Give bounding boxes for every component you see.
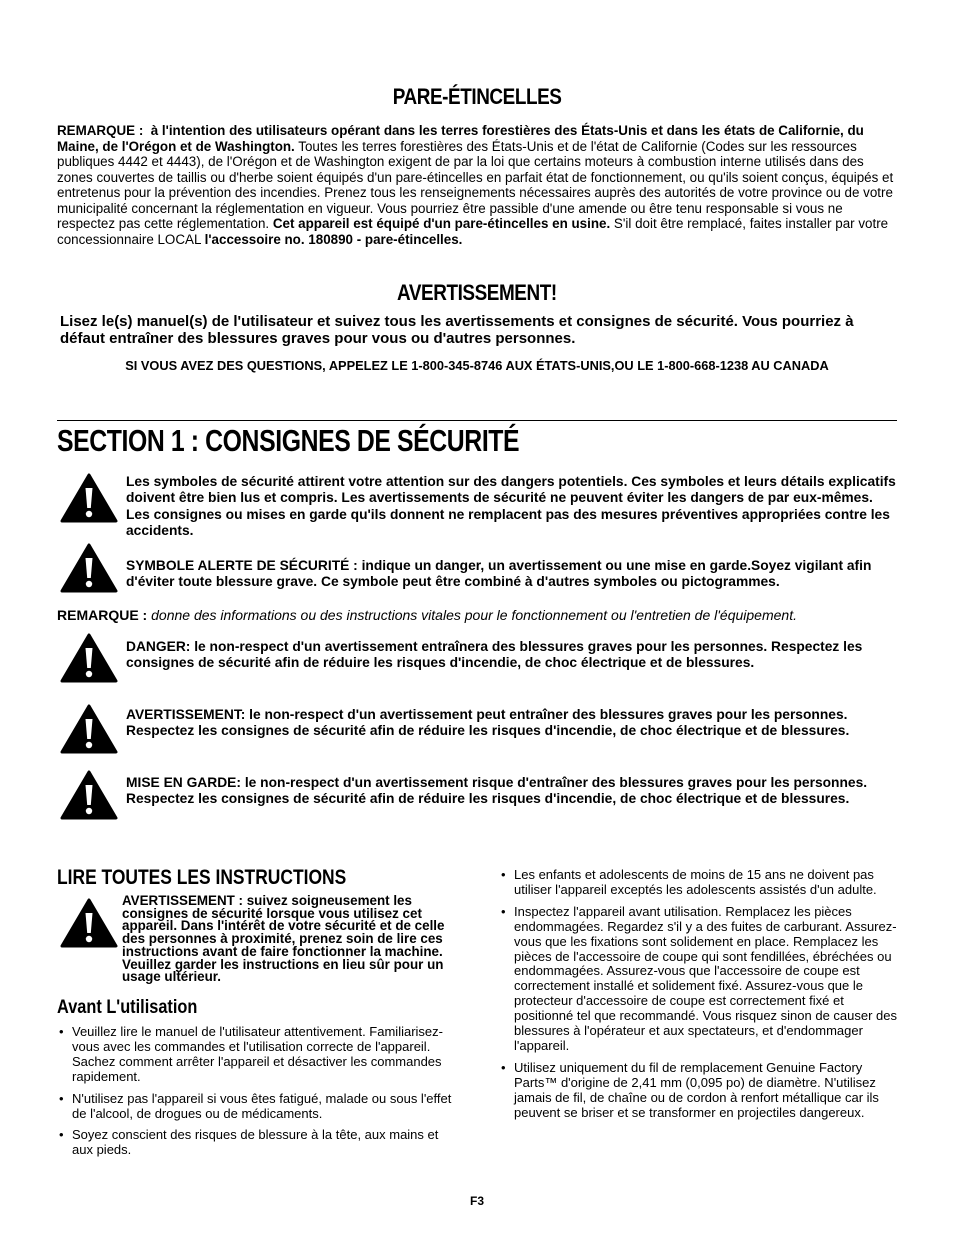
right-bullet-list bbox=[499, 868, 899, 1128]
warning-text: Lisez le(s) manuel(s) de l'utilisateur et suivez tous les avertissements et consignes de sécurité. Vous pourriez à défaut entraîner des blessures graves pour vous ou d'autres personnes. bbox=[60, 313, 854, 347]
warning-triangle-icon bbox=[60, 473, 118, 523]
spark-equipped: Cet appareil est équipé d'un pare-étincelles en usine. bbox=[272, 216, 611, 231]
list-item: • Veuillez lire le manuel de l'utilisateur attentivement. Familiarisez-vous avec les commandes et l'utilisation correcte de l'appareil. Sachez comment arrêter l'appareil et désactiver les commandes rapidement. bbox=[57, 1025, 457, 1085]
warning-triangle-icon bbox=[60, 898, 118, 948]
spark-body: Toutes les terres forestières des États-Unis et de l'état de Californie (Codes sur les ressources publiques 4442 et 4443), de l'Orégon et de Washington exigent de par la loi que certains moteurs à combustion interne utilisés dans des zones couvertes de taillis ou d'herbe soient équipés d'un pare-étincelles en parfait état de fonctionnement, ou qu'ils soient conçus, équipés et entretenus pour la prévention des incendies. Prenez tous les renseignements nécessaires auprès des autorités de votre province ou de votre municipalité concernant la réglementation en vigueur. Vous pourriez être passible d'une amende ou être tenu responsable si vous ne respectez pas cette réglementation. bbox=[57, 138, 894, 231]
warning-triangle-icon bbox=[60, 633, 118, 683]
note-text: donne des informations ou des instructions vitales pour le fonctionnement ou l'entretien de l'équipement. bbox=[151, 607, 797, 623]
left-bullet-list bbox=[57, 1025, 457, 1165]
list-item: • N'utilisez pas l'appareil si vous êtes fatigué, malade ou sous l'effet de l'alcool, de drogues ou de médicaments. bbox=[57, 1092, 457, 1122]
warning-triangle-icon bbox=[60, 770, 118, 820]
spark-note-label: REMARQUE : bbox=[57, 123, 144, 138]
list-item: • Soyez conscient des risques de blessure à la tête, aux mains et aux pieds. bbox=[57, 1128, 457, 1158]
symbol-alert-text: SYMBOLE ALERTE DE SÉCURITÉ : indique un danger, un avertissement ou une mise en garde.Soyez vigilant afin d'éviter toute blessure grave. Ce symbole peut être combiné à d'autres symboles ou pictogrammes. bbox=[126, 558, 872, 590]
phone-notice: SI VOUS AVEZ DES QUESTIONS, APPELEZ LE 1-800-345-8746 AUX ÉTATS-UNIS,OU LE 1-800-668-1238 AU CANADA bbox=[125, 358, 829, 373]
read-warning-text: AVERTISSEMENT : suivez soigneusement les consignes de sécurité lorsque vous utilisez cet appareil. Dans l'intérêt de votre sécurité et de celle des personnes à proximité, prenez soin de lire ces instructions avant de faire fonctionner la machine. Veuillez garder les instructions en lieu sûr pour un usage ultérieur. bbox=[122, 893, 445, 985]
list-item: • Les enfants et adolescents de moins de 15 ans ne doivent pas utiliser l'appareil exceptés les adolescents assistés d'un adulte. bbox=[499, 868, 899, 898]
avertissement-text: AVERTISSEMENT: le non-respect d'un avertissement peut entraîner des blessures graves pour les personnes. Respectez les consignes de sécurité afin de réduire les risques d'incendie, de choc électrique et de blessures. bbox=[126, 707, 850, 739]
mise-en-garde-text: MISE EN GARDE: le non-respect d'un avertissement risque d'entraîner des blessures graves pour les personnes. Respectez les consignes de sécurité afin de réduire les risques d'incendie, de choc électrique et de blessures. bbox=[126, 775, 868, 807]
spark-arrestor-paragraph bbox=[57, 123, 897, 247]
spark-bold-intro: à l'intention des utilisateurs opérant dans les terres forestières des États-Unis et dans les états de Californie, du Maine, de l'Orégon et de Washington. bbox=[57, 123, 864, 154]
section-divider bbox=[57, 420, 897, 421]
list-item: • Inspectez l'appareil avant utilisation. Remplacez les pièces endommagées. Regardez s'il y a des fuites de carburant. Assurez-vous que les fixations sont solidement en place. Remplacez les pièces de l'accessoire de coupe qui sont fendillées, ébréchées ou endommagées. Assurez-vous que l'accessoire de coupe est correctement installé et solidement fixé. Assurez-vous que le protecteur d'accessoire de coupe est correctement fixé et positionné tel que recommandé. Vous risquez sinon de causer des blessures à l'opérateur et aux spectateurs, et d'endommager l'appareil. bbox=[499, 905, 899, 1054]
warning-heading: AVERTISSEMENT! bbox=[397, 280, 557, 305]
note-label: REMARQUE : bbox=[57, 607, 148, 623]
avant-utilisation-heading: Avant L'utilisation bbox=[57, 997, 198, 1018]
section-title: SECTION 1 : CONSIGNES DE SÉCURITÉ bbox=[57, 423, 520, 458]
danger-text: DANGER: le non-respect d'un avertissement entraînera des blessures graves pour les personnes. Respectez les consignes de sécurité afin de réduire les risques d'incendie, de choc électrique et de blessures. bbox=[126, 639, 863, 671]
spark-accessory: l'accessoire no. 180890 - pare-étincelles. bbox=[204, 231, 463, 247]
warning-triangle-icon bbox=[60, 543, 118, 593]
symbols-intro: Les symboles de sécurité attirent votre attention sur des dangers potentiels. Ces symboles et leurs détails explicatifs doivent être bien lus et compris. Les avertissements de sécurité ne peuvent éviter les dangers de par eux-mêmes. Les consignes ou mises en garde qu'ils donnent ne remplacent pas des mesures préventives appropriées contre les accidents. bbox=[126, 474, 896, 538]
list-item: • Utilisez uniquement du fil de remplacement Genuine Factory Parts™ d'origine de 2,41 mm (0,095 po) de diamètre. N'utilisez jamais de fil, de chaîne ou de cordon à renfort métallique car ils peuvent se briser et se transformer en projectiles dangereux. bbox=[499, 1061, 899, 1121]
page-number: F3 bbox=[469, 1194, 484, 1208]
read-instructions-heading: LIRE TOUTES LES INSTRUCTIONS bbox=[57, 866, 347, 889]
warning-triangle-icon bbox=[60, 704, 118, 754]
spark-arrestor-heading: PARE-ÉTINCELLES bbox=[392, 84, 562, 109]
note-line bbox=[57, 607, 917, 623]
spark-replace: S'il doit être remplacé, faites installer par votre concessionnaire LOCAL bbox=[57, 216, 889, 247]
